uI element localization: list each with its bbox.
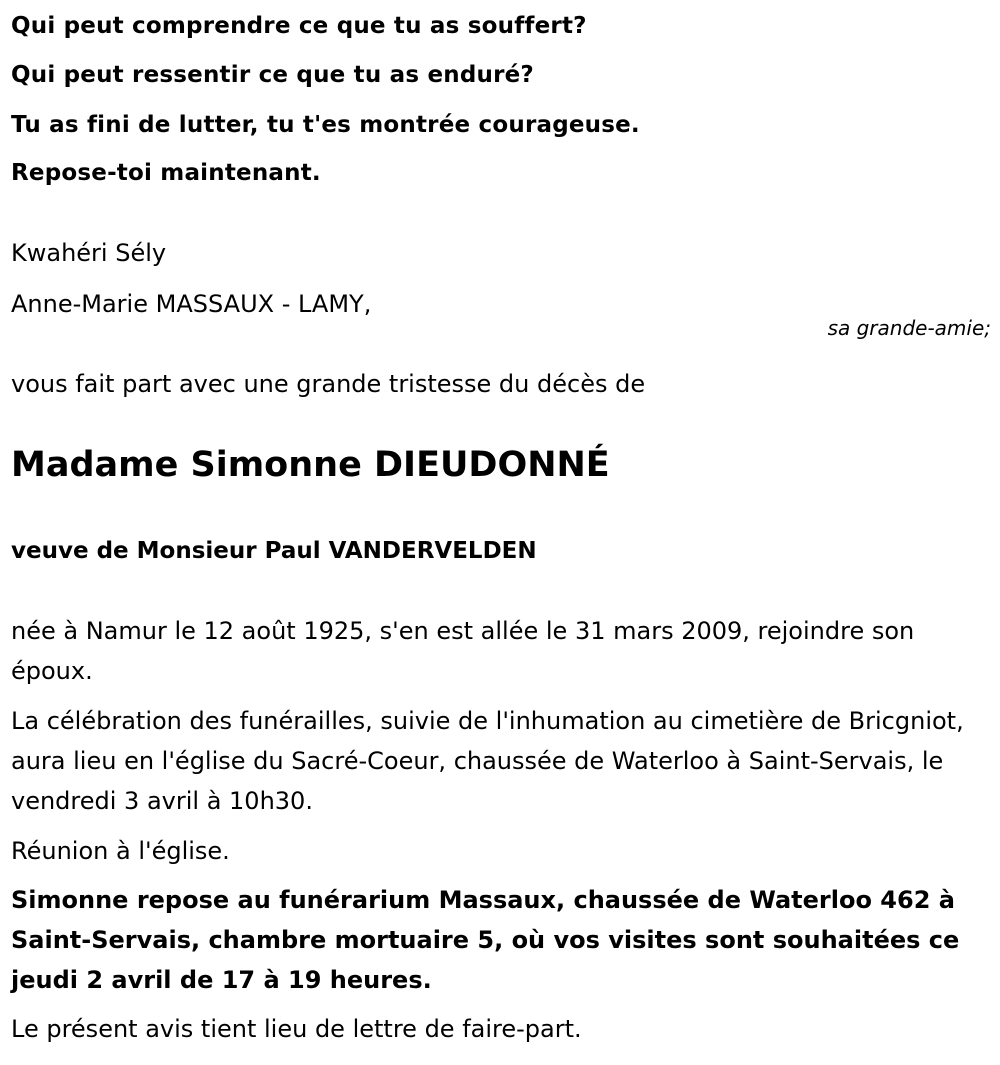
obituary-notice [11, 0, 993, 1065]
signer-first: Kwahéri Sély [11, 239, 167, 267]
signer-relation: sa grande-amie; [827, 316, 991, 340]
poem-line-1: Qui peut comprendre ce que tu as souffert? [11, 13, 587, 39]
widow-of: veuve de Monsieur Paul VANDERVELDEN [11, 538, 537, 564]
visitation-paragraph: Simonne repose au funérarium Massaux, chaussée de Waterloo 462 à Saint-Servais, chambre mortuaire 5, où vos visites sont souhaitées ce jeudi 2 avril de 17 à 19 heures. [11, 886, 960, 994]
deceased-name: Madame Simonne DIEUDONNÉ [11, 445, 610, 485]
poem-line-4: Repose-toi maintenant. [11, 160, 321, 186]
funeral-paragraph: La célébration des funérailles, suivie de l'inhumation au cimetière de Bricgniot, aura lieu en l'église du Sacré-Coeur, chaussée de Waterloo à Saint-Servais, le vendredi 3 avril à 10h30. [11, 707, 964, 815]
closing-paragraph: Le présent avis tient lieu de lettre de faire-part. [11, 1015, 582, 1043]
meeting-paragraph: Réunion à l'église. [11, 837, 230, 865]
poem-line-3: Tu as fini de lutter, tu t'es montrée courageuse. [11, 112, 640, 138]
poem-line-2: Qui peut ressentir ce que tu as enduré? [11, 62, 534, 88]
announcement-intro: vous fait part avec une grande tristesse du décès de [11, 370, 646, 398]
signer-second: Anne-Marie MASSAUX - LAMY, [11, 290, 372, 318]
birth-death-paragraph: née à Namur le 12 août 1925, s'en est allée le 31 mars 2009, rejoindre son époux. [11, 617, 915, 685]
